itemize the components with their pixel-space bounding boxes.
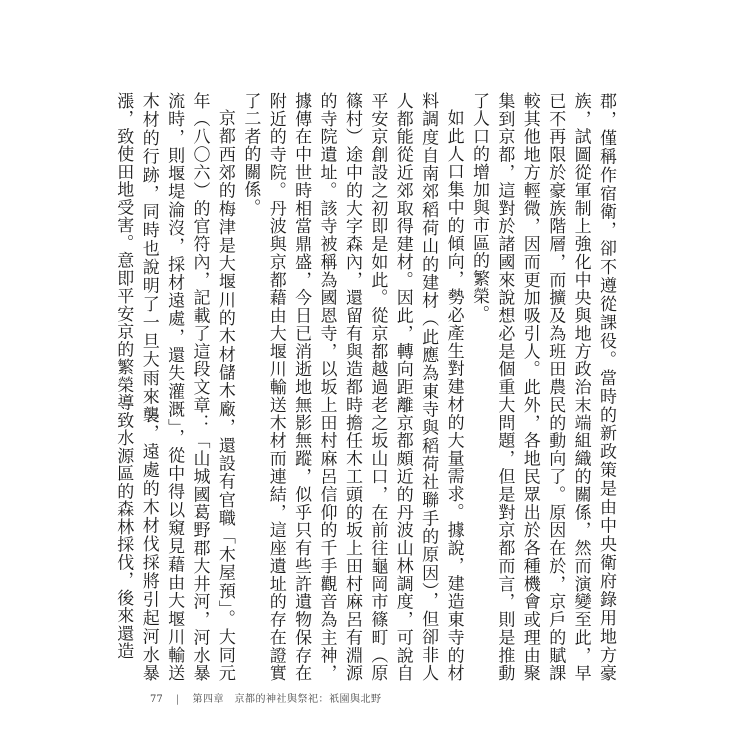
running-header-chapter: 第四章 京都的神社與祭祀：祇園與北野 (192, 694, 382, 705)
paragraph-1: 郡，僅稱作宿衛，卻不遵從課役。當時的新政策是由中央衛府錄用地方豪族，試圖從軍制上強化中央與地方政治末端組織的關係，然而演變至此，早已不再限於豪族階層，而擴及為班田農民的動向了。原因在於，京戶的賦課較其他地方輕微，因而更加吸引人。此外，各地民眾出於各種機會或理由聚集到京都，這對於諸國來說想必是個重大問題，但是對京都而言，則是推動了人口的增加與市區的繁榮。 (468, 92, 616, 682)
page-number: 77 (150, 694, 163, 705)
paragraph-2: 如此人口集中的傾向，勢必產生對建材的大量需求。據說，建造東寺的材料調度自南郊稻荷山的建材（此應為東寺與稻荷社聯手的原因），但卻非人人都能從近郊取得建材。因此，轉向距離京都頗近的丹波山林調度，可說自平安京創設之初即是如此。從京都越過老之坂山口，在前往龜岡市篠町（原篠村）途中的大字森內，還留有與造都時擔任木工頭的坂上田村麻呂有淵源的寺院遺址。該寺被稱為國恩寺，以坂上田村麻呂信仰的千手觀音為主神，據傳在中世時相當鼎盛，今日已消逝地無影無蹤，似乎只有些許遺物保存在附近的寺院。丹波與京都藉由大堰川輸送木材而連結，這座遺址的存在證實了二者的關係。 (240, 92, 464, 682)
page-footer (150, 690, 381, 705)
footer-separator: | (175, 694, 180, 705)
paragraph-3: 京都西郊的梅津是大堰川的木材儲木廠，還設有官職「木屋預」。大同元年（八〇六）的官符內，記載了這段文章：「山城國葛野郡大井河，河水暴流時，則堰堤淪沒，採材遠處，還失灌溉」，從中得以窺見藉由大堰川輸送木材的行跡，同時也說明了一旦大雨來襲，遠處的木材伐採將引起河水暴漲，致使田地受害。意即平安京的繁榮導致水源區的森林採伐，後來還造 (113, 92, 235, 682)
body-text (108, 92, 618, 682)
